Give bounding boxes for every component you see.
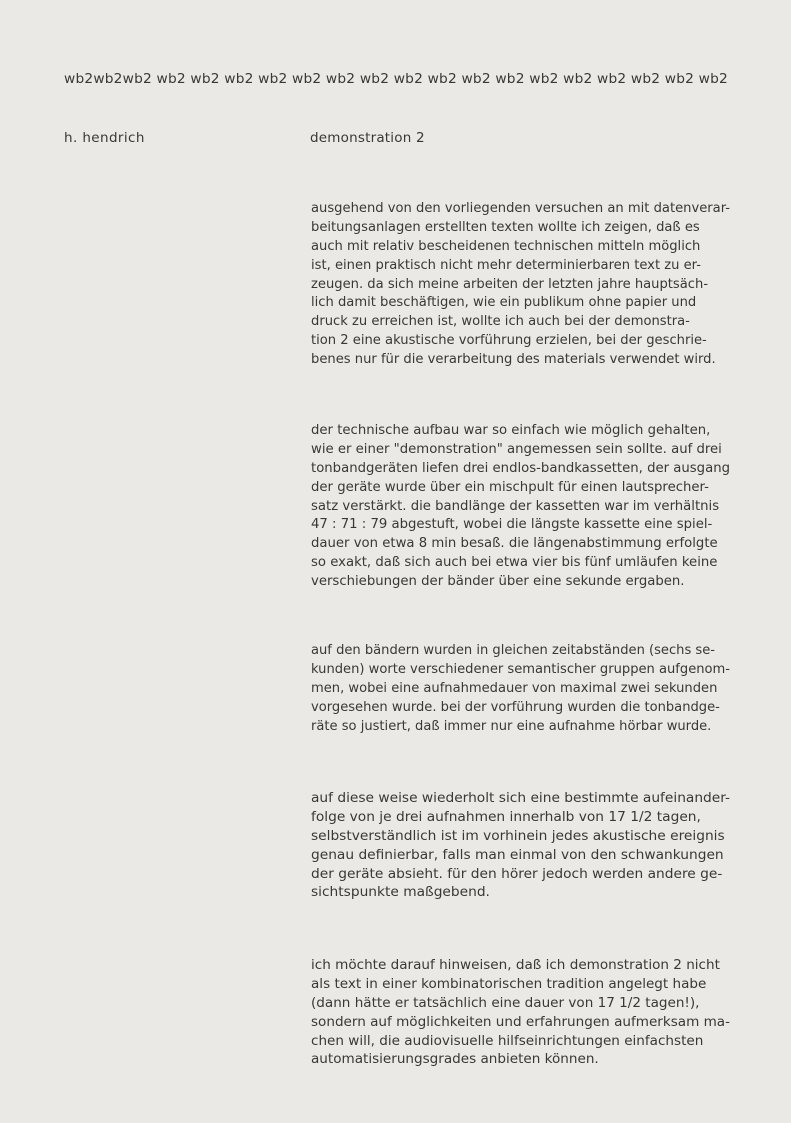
paragraph-conclusion xyxy=(311,957,730,1070)
text-line: auf den bändern wurden in gleichen zeitabständen (sechs se- xyxy=(311,643,716,658)
text-line: dauer von etwa 8 min besaß. die längenabstimmung erfolgte xyxy=(311,536,718,552)
paragraph-technical-setup xyxy=(311,422,730,592)
text-line: ausgehend von den vorliegenden versuchen an mit datenverar- xyxy=(311,201,730,216)
header-wb2-repeat: wb2wb2wb2 wb2 wb2 wb2 wb2 wb2 wb2 wb2 wb2 wb2 wb2 wb2 wb2 wb2 wb2 wb2 wb2 wb2 xyxy=(64,71,728,87)
text-line: ich möchte darauf hinweisen, daß ich demonstration 2 nicht xyxy=(311,958,720,973)
text-line: als text in einer kombinatorischen tradition angelegt habe xyxy=(311,976,707,992)
paragraph-tapes xyxy=(311,642,730,736)
text-line: tonbandgeräten liefen drei endlos-bandkassetten, der ausgang xyxy=(311,460,730,476)
text-line: kunden) worte verschiedener semantischer gruppen aufgenom- xyxy=(311,661,730,677)
text-line: verschiebungen der bänder über eine sekunde ergaben. xyxy=(311,574,685,590)
text-line: der technische aufbau war so einfach wie möglich gehalten, xyxy=(311,423,711,438)
text-line: vorgesehen wurde. bei der vorführung wurden die tonbandge- xyxy=(311,699,720,715)
text-line: tion 2 eine akustische vorführung erzielen, bei der geschrie- xyxy=(311,333,707,349)
text-line: folge von je drei aufnahmen innerhalb von 17 1/2 tagen, xyxy=(311,809,701,825)
text-line: automatisierungsgrades anbieten können. xyxy=(311,1052,599,1068)
text-line: lich damit beschäftigen, wie ein publikum ohne papier und xyxy=(311,295,697,311)
text-line: men, wobei eine aufnahmedauer von maximal zwei sekunden xyxy=(311,680,718,696)
text-line: chen will, die audiovisuelle hilfseinrichtungen einfachsten xyxy=(311,1033,704,1049)
text-line: selbstverständlich ist im vorhinein jedes akustische ereignis xyxy=(311,828,725,844)
paragraph-intro xyxy=(311,200,730,370)
author-name: h. hendrich xyxy=(64,130,145,146)
text-line: wie er einer "demonstration" angemessen sein sollte. auf drei xyxy=(311,441,722,457)
text-line: der geräte absieht. für den hörer jedoch werden andere ge- xyxy=(311,866,723,882)
text-line: auch mit relativ bescheidenen technischen mitteln möglich xyxy=(311,238,701,254)
text-line: sichtspunkte maßgebend. xyxy=(311,885,490,901)
text-line: benes nur für die verarbeitung des materials verwendet wird. xyxy=(311,352,716,368)
text-line: 47 : 71 : 79 abgestuft, wobei die längste kassette eine spiel- xyxy=(311,517,713,533)
text-line: genau definierbar, falls man einmal von den schwankungen xyxy=(311,847,724,863)
text-line: druck zu erreichen ist, wollte ich auch bei der demonstra- xyxy=(311,314,690,330)
text-line: ist, einen praktisch nicht mehr determinierbaren text zu er- xyxy=(311,257,701,273)
document-title: demonstration 2 xyxy=(310,130,425,146)
text-line: räte so justiert, daß immer nur eine aufnahme hörbar wurde. xyxy=(311,718,712,734)
text-line: beitungsanlagen erstellten texten wollte ich zeigen, daß es xyxy=(311,219,700,235)
text-line: sondern auf möglichkeiten und erfahrungen aufmerksam ma- xyxy=(311,1014,730,1030)
text-line: satz verstärkt. die bandlänge der kassetten war im verhältnis xyxy=(311,498,720,514)
text-line: so exakt, daß sich auch bei etwa vier bis fünf umläufen keine xyxy=(311,555,718,571)
text-line: (dann hätte er tatsächlich eine dauer von 17 1/2 tagen!), xyxy=(311,995,700,1011)
text-line: der geräte wurde über ein mischpult für einen lautsprecher- xyxy=(311,479,709,495)
text-line: zeugen. da sich meine arbeiten der letzten jahre hauptsäch- xyxy=(311,276,709,292)
text-line: auf diese weise wiederholt sich eine bestimmte aufeinander- xyxy=(311,791,730,806)
paragraph-repetition xyxy=(311,790,730,903)
